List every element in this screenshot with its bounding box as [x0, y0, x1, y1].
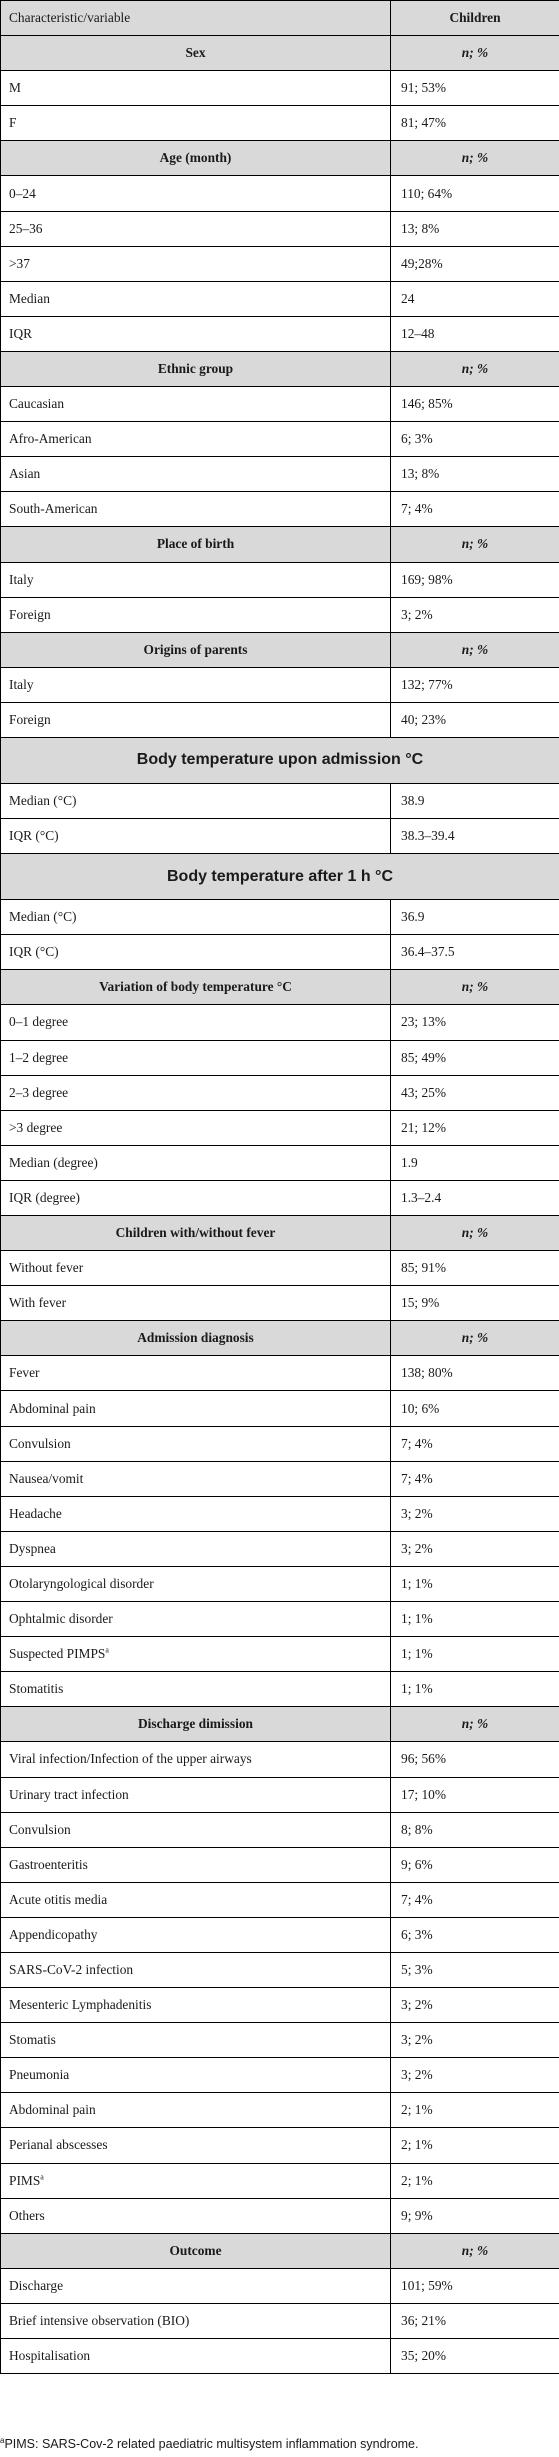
table-footnote [0, 2437, 559, 2451]
table-row [1, 422, 559, 457]
section-header-row [1, 632, 559, 667]
row-value: 40; 23% [391, 702, 559, 737]
section-unit: n; % [391, 1216, 559, 1251]
row-label-cell [1, 71, 391, 106]
table-row [1, 2268, 559, 2303]
row-label: IQR [9, 325, 33, 341]
section-title: Discharge dimission [1, 1707, 391, 1742]
section-unit: n; % [391, 970, 559, 1005]
row-label-cell [1, 597, 391, 632]
section-header-row [1, 36, 559, 71]
row-label-cell [1, 1882, 391, 1917]
section-title: Admission diagnosis [1, 1321, 391, 1356]
row-label-cell [1, 2023, 391, 2058]
table-row [1, 387, 559, 422]
row-value: 36.4–37.5 [391, 935, 559, 970]
table-row [1, 1742, 559, 1777]
row-value: 21; 12% [391, 1110, 559, 1145]
row-label-cell [1, 2093, 391, 2128]
row-label: Italy [9, 571, 34, 587]
row-value: 17; 10% [391, 1777, 559, 1812]
row-value: 35; 20% [391, 2339, 559, 2374]
header-characteristic: Characteristic/variable [1, 1, 391, 36]
row-label-cell [1, 1847, 391, 1882]
table-row [1, 1917, 559, 1952]
row-value: 8; 8% [391, 1812, 559, 1847]
section-title: Age (month) [1, 141, 391, 176]
row-value: 91; 53% [391, 71, 559, 106]
section-title: Children with/without fever [1, 1216, 391, 1251]
table-row [1, 211, 559, 246]
row-value: 1; 1% [391, 1637, 559, 1672]
row-label-cell [1, 1145, 391, 1180]
table-row [1, 1251, 559, 1286]
section-header-row [1, 351, 559, 386]
row-label-cell [1, 1461, 391, 1496]
row-label: 0–24 [9, 185, 36, 201]
table-row [1, 2198, 559, 2233]
row-label-cell [1, 316, 391, 351]
row-value: 5; 3% [391, 1952, 559, 1987]
row-value: 13; 8% [391, 211, 559, 246]
section-title: Origins of parents [1, 632, 391, 667]
section-header-row [1, 141, 559, 176]
row-value: 15; 9% [391, 1286, 559, 1321]
row-label: SARS-CoV-2 infection [9, 1962, 134, 1978]
table-row [1, 819, 559, 854]
row-label-cell [1, 1531, 391, 1566]
row-label: Convulsion [9, 1821, 71, 1837]
row-label: 25–36 [9, 220, 43, 236]
row-label-cell [1, 1005, 391, 1040]
row-value: 1; 1% [391, 1672, 559, 1707]
row-label: Ophtalmic disorder [9, 1611, 113, 1627]
section-title: Ethnic group [1, 351, 391, 386]
row-label-cell [1, 1988, 391, 2023]
row-label-cell [1, 1040, 391, 1075]
row-value: 13; 8% [391, 457, 559, 492]
section-title: Sex [1, 36, 391, 71]
row-value: 23; 13% [391, 1005, 559, 1040]
row-label: Without fever [9, 1260, 84, 1276]
row-value: 36; 21% [391, 2303, 559, 2338]
row-value: 85; 49% [391, 1040, 559, 1075]
table-row [1, 900, 559, 935]
section-title: Variation of body temperature °C [1, 970, 391, 1005]
row-label: IQR (°C) [9, 944, 59, 960]
row-label-cell [1, 783, 391, 818]
row-value: 1; 1% [391, 1602, 559, 1637]
table-row [1, 1566, 559, 1601]
row-label: Median [9, 290, 50, 306]
footnote-mark: a [0, 2435, 5, 2445]
footnote-text: PIMS: SARS-Cov-2 related paediatric multisystem inflammation syndrome. [4, 2437, 419, 2451]
table-row [1, 2339, 559, 2374]
row-value: 110; 64% [391, 176, 559, 211]
row-label-cell [1, 1742, 391, 1777]
table-row [1, 1988, 559, 2023]
table-row [1, 667, 559, 702]
row-label: PIMS [9, 2172, 41, 2188]
section-unit: n; % [391, 141, 559, 176]
row-label-cell [1, 281, 391, 316]
row-label-cell [1, 1952, 391, 1987]
row-value: 9; 9% [391, 2198, 559, 2233]
row-value: 146; 85% [391, 387, 559, 422]
table-row [1, 246, 559, 281]
row-value: 7; 4% [391, 1461, 559, 1496]
row-value: 138; 80% [391, 1356, 559, 1391]
table-row [1, 281, 559, 316]
row-label-cell [1, 1672, 391, 1707]
table-row [1, 1672, 559, 1707]
table-row [1, 935, 559, 970]
row-label: IQR (degree) [9, 1189, 81, 1205]
table-row [1, 2163, 559, 2198]
table-row [1, 1847, 559, 1882]
row-label: Perianal abscesses [9, 2137, 108, 2153]
row-value: 81; 47% [391, 106, 559, 141]
row-label-cell [1, 935, 391, 970]
row-label-cell [1, 2268, 391, 2303]
row-label-cell [1, 702, 391, 737]
section-unit: n; % [391, 351, 559, 386]
row-value: 7; 4% [391, 1426, 559, 1461]
footnote-mark: a [105, 1645, 109, 1655]
row-label-cell [1, 176, 391, 211]
table-body [1, 1, 559, 2374]
row-value: 7; 4% [391, 492, 559, 527]
row-label: F [9, 115, 17, 131]
row-label-cell [1, 2163, 391, 2198]
row-label: Nausea/vomit [9, 1470, 84, 1486]
row-value: 2; 1% [391, 2163, 559, 2198]
row-label-cell [1, 1180, 391, 1215]
row-value: 36.9 [391, 900, 559, 935]
table-row [1, 1286, 559, 1321]
table-row [1, 1426, 559, 1461]
row-label: IQR (°C) [9, 828, 59, 844]
row-label: Gastroenteritis [9, 1856, 88, 1872]
table-row [1, 562, 559, 597]
row-label: Foreign [9, 606, 51, 622]
row-value: 2; 1% [391, 2093, 559, 2128]
table-row [1, 1180, 559, 1215]
row-value: 43; 25% [391, 1075, 559, 1110]
table-row [1, 1777, 559, 1812]
row-label-cell [1, 2198, 391, 2233]
row-value: 85; 91% [391, 1251, 559, 1286]
row-label: Stomatitis [9, 1681, 64, 1697]
row-value: 38.3–39.4 [391, 819, 559, 854]
row-value: 2; 1% [391, 2128, 559, 2163]
table-row [1, 783, 559, 818]
row-label-cell [1, 562, 391, 597]
row-label: Caucasian [9, 396, 65, 412]
row-label-cell [1, 1602, 391, 1637]
row-label-cell [1, 1777, 391, 1812]
table-row [1, 1391, 559, 1426]
row-label-cell [1, 1356, 391, 1391]
row-label-cell [1, 2058, 391, 2093]
row-label-cell [1, 667, 391, 702]
row-label-cell [1, 2128, 391, 2163]
row-label: Italy [9, 676, 34, 692]
table-row [1, 1882, 559, 1917]
row-label: Median (°C) [9, 909, 77, 925]
section-unit: n; % [391, 1707, 559, 1742]
row-value: 24 [391, 281, 559, 316]
section-header-row [1, 2233, 559, 2268]
row-value: 101; 59% [391, 2268, 559, 2303]
table-row [1, 1602, 559, 1637]
row-label-cell [1, 457, 391, 492]
row-label-cell [1, 246, 391, 281]
section-title: Body temperature after 1 h °C [1, 854, 559, 900]
table-row [1, 1812, 559, 1847]
section-title: Place of birth [1, 527, 391, 562]
row-label: Fever [9, 1365, 40, 1381]
row-label: 2–3 degree [9, 1084, 69, 1100]
row-value: 7; 4% [391, 1882, 559, 1917]
row-label: Stomatis [9, 2032, 56, 2048]
row-value: 6; 3% [391, 422, 559, 457]
row-label: Otolaryngological disorder [9, 1575, 154, 1591]
row-label-cell [1, 1496, 391, 1531]
row-label: Dyspnea [9, 1540, 56, 1556]
row-value: 3; 2% [391, 2023, 559, 2058]
row-value: 49;28% [391, 246, 559, 281]
row-label-cell [1, 819, 391, 854]
table-row [1, 2128, 559, 2163]
section-unit: n; % [391, 632, 559, 667]
section-unit: n; % [391, 527, 559, 562]
table-row [1, 106, 559, 141]
section-header-row [1, 1321, 559, 1356]
row-value: 1.9 [391, 1145, 559, 1180]
row-value: 12–48 [391, 316, 559, 351]
row-label: Foreign [9, 711, 51, 727]
row-label-cell [1, 1251, 391, 1286]
row-label: M [9, 80, 21, 96]
row-label: Urinary tract infection [9, 1786, 129, 1802]
row-label: Acute otitis media [9, 1891, 108, 1907]
row-label-cell [1, 211, 391, 246]
row-value: 9; 6% [391, 1847, 559, 1882]
table-row [1, 1075, 559, 1110]
section-unit: n; % [391, 2233, 559, 2268]
row-value: 10; 6% [391, 1391, 559, 1426]
table-row [1, 492, 559, 527]
row-value: 96; 56% [391, 1742, 559, 1777]
section-title: Outcome [1, 2233, 391, 2268]
row-label-cell [1, 1637, 391, 1672]
row-value: 132; 77% [391, 667, 559, 702]
row-label: 0–1 degree [9, 1014, 69, 1030]
row-label-cell [1, 422, 391, 457]
row-label: Appendicopathy [9, 1926, 98, 1942]
row-value: 3; 2% [391, 597, 559, 632]
table-row [1, 457, 559, 492]
table-row [1, 71, 559, 106]
row-value: 3; 2% [391, 1496, 559, 1531]
row-value: 3; 2% [391, 2058, 559, 2093]
row-label: >3 degree [9, 1119, 63, 1135]
row-value: 1; 1% [391, 1566, 559, 1601]
row-value: 3; 2% [391, 1531, 559, 1566]
row-label: Headache [9, 1505, 62, 1521]
table-row [1, 702, 559, 737]
row-value: 38.9 [391, 783, 559, 818]
table-row [1, 1496, 559, 1531]
table-row [1, 316, 559, 351]
table-row [1, 2023, 559, 2058]
row-label-cell [1, 492, 391, 527]
table-row [1, 1637, 559, 1672]
row-label: Discharge [9, 2277, 64, 2293]
row-label-cell [1, 2339, 391, 2374]
row-label-cell [1, 1286, 391, 1321]
table-row [1, 2093, 559, 2128]
row-label: Brief intensive observation (BIO) [9, 2312, 190, 2328]
table-row [1, 597, 559, 632]
table-row [1, 1531, 559, 1566]
section-header-row [1, 970, 559, 1005]
row-label: Suspected PIMPS [9, 1646, 106, 1662]
row-value: 1.3–2.4 [391, 1180, 559, 1215]
row-label: Convulsion [9, 1435, 71, 1451]
row-label: Abdominal pain [9, 1400, 96, 1416]
header-children: Children [391, 1, 559, 36]
table-row [1, 2303, 559, 2338]
row-value: 3; 2% [391, 1988, 559, 2023]
row-value: 6; 3% [391, 1917, 559, 1952]
row-label: Afro-American [9, 431, 92, 447]
table-row [1, 1110, 559, 1145]
row-label: Others [9, 2207, 45, 2223]
row-value: 169; 98% [391, 562, 559, 597]
row-label: South-American [9, 501, 98, 517]
section-header-row [1, 1216, 559, 1251]
row-label: >37 [9, 255, 30, 271]
section-header-row [1, 527, 559, 562]
row-label-cell [1, 1917, 391, 1952]
row-label-cell [1, 1426, 391, 1461]
table-row [1, 1145, 559, 1180]
table-header-row [1, 1, 559, 36]
table-row [1, 1952, 559, 1987]
section-header-row [1, 854, 559, 900]
section-title: Body temperature upon admission °C [1, 737, 559, 783]
table-row [1, 2058, 559, 2093]
row-label: Pneumonia [9, 2067, 70, 2083]
section-header-row [1, 737, 559, 783]
section-unit: n; % [391, 1321, 559, 1356]
row-label-cell [1, 1075, 391, 1110]
row-label: Asian [9, 466, 41, 482]
section-header-row [1, 1707, 559, 1742]
row-label: Median (°C) [9, 793, 77, 809]
table-row [1, 1356, 559, 1391]
row-label: 1–2 degree [9, 1049, 69, 1065]
row-label-cell [1, 2303, 391, 2338]
row-label: Hospitalisation [9, 2348, 91, 2364]
table-row [1, 1461, 559, 1496]
row-label-cell [1, 387, 391, 422]
row-label: Median (degree) [9, 1154, 98, 1170]
row-label-cell [1, 106, 391, 141]
footnote-mark: a [40, 2172, 44, 2182]
row-label: With fever [9, 1295, 67, 1311]
section-unit: n; % [391, 36, 559, 71]
row-label: Viral infection/Infection of the upper airways [9, 1751, 252, 1767]
table-row [1, 1005, 559, 1040]
table-row [1, 176, 559, 211]
row-label: Mesenteric Lymphadenitis [9, 1997, 152, 2013]
row-label-cell [1, 1566, 391, 1601]
row-label-cell [1, 1110, 391, 1145]
row-label-cell [1, 900, 391, 935]
row-label-cell [1, 1812, 391, 1847]
row-label: Abdominal pain [9, 2102, 96, 2118]
row-label-cell [1, 1391, 391, 1426]
table-row [1, 1040, 559, 1075]
